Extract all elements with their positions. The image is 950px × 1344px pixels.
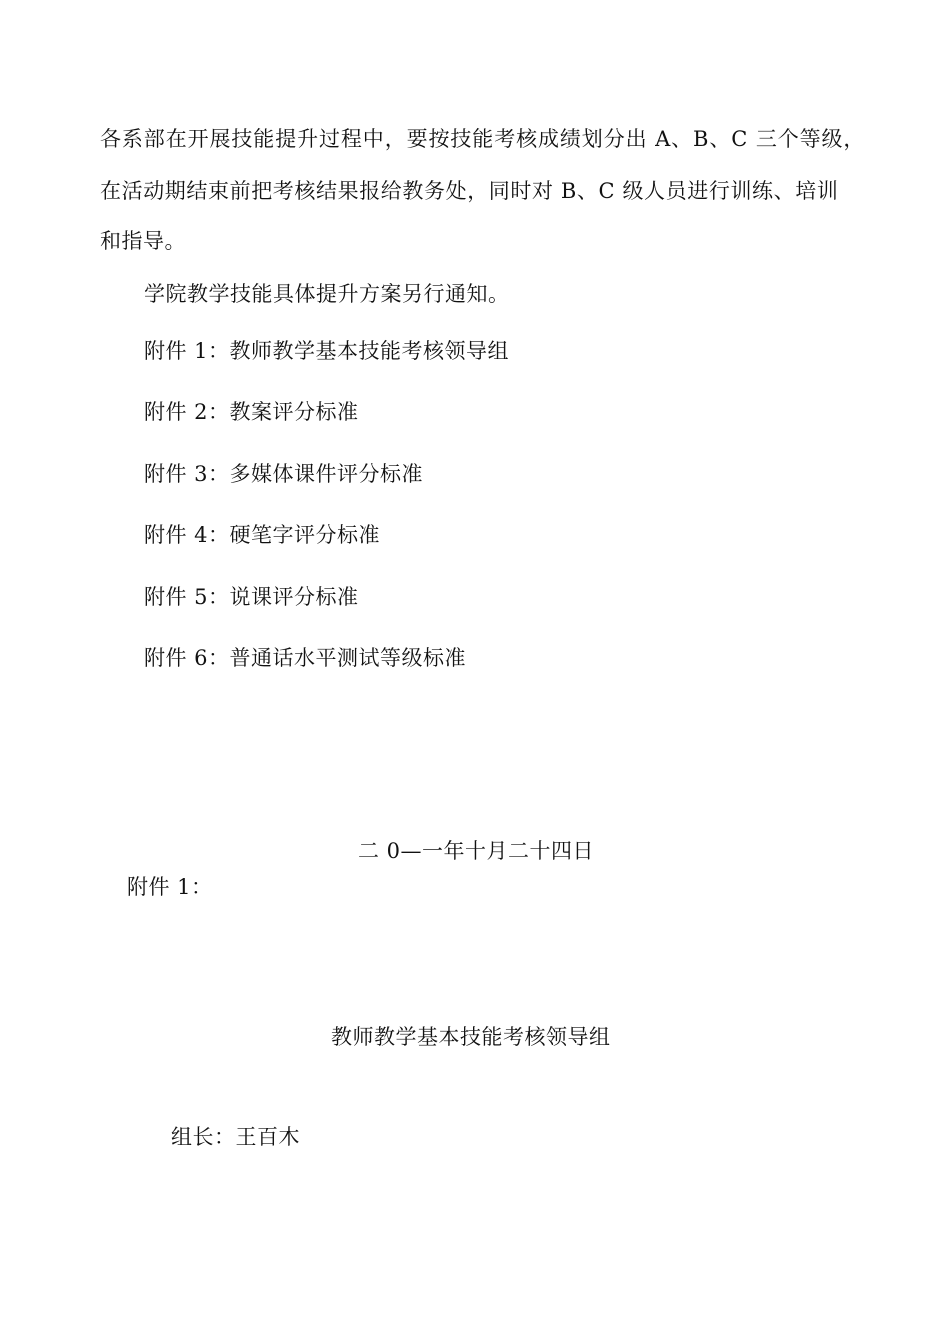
paragraph-2: 学院教学技能具体提升方案另行通知。	[144, 282, 510, 306]
attachment-item-1: 附件 1：教师教学基本技能考核领导组	[144, 339, 510, 363]
paragraph-1-line-1: 各系部在开展技能提升过程中，要按技能考核成绩划分出 A、B、C 三个等级，	[100, 127, 866, 151]
attachment-item-3: 附件 3：多媒体课件评分标准	[144, 462, 424, 486]
attachment-item-6: 附件 6：普通话水平测试等级标准	[144, 646, 467, 670]
paragraph-1-line-3: 和指导。	[100, 229, 186, 253]
attachment-item-4: 附件 4：硬笔字评分标准	[144, 523, 381, 547]
document-date: 二 0—一年十月二十四日	[358, 839, 595, 863]
group-leader: 组长：王百木	[171, 1125, 300, 1149]
paragraph-1-line-2: 在活动期结束前把考核结果报给教务处，同时对 B、C 级人员进行训练、培训	[100, 179, 839, 203]
attachment-item-2: 附件 2：教案评分标准	[144, 400, 359, 424]
attachment-item-5: 附件 5：说课评分标准	[144, 585, 359, 609]
attachment-1-label: 附件 1：	[127, 875, 213, 899]
leadership-group-title: 教师教学基本技能考核领导组	[331, 1025, 611, 1049]
